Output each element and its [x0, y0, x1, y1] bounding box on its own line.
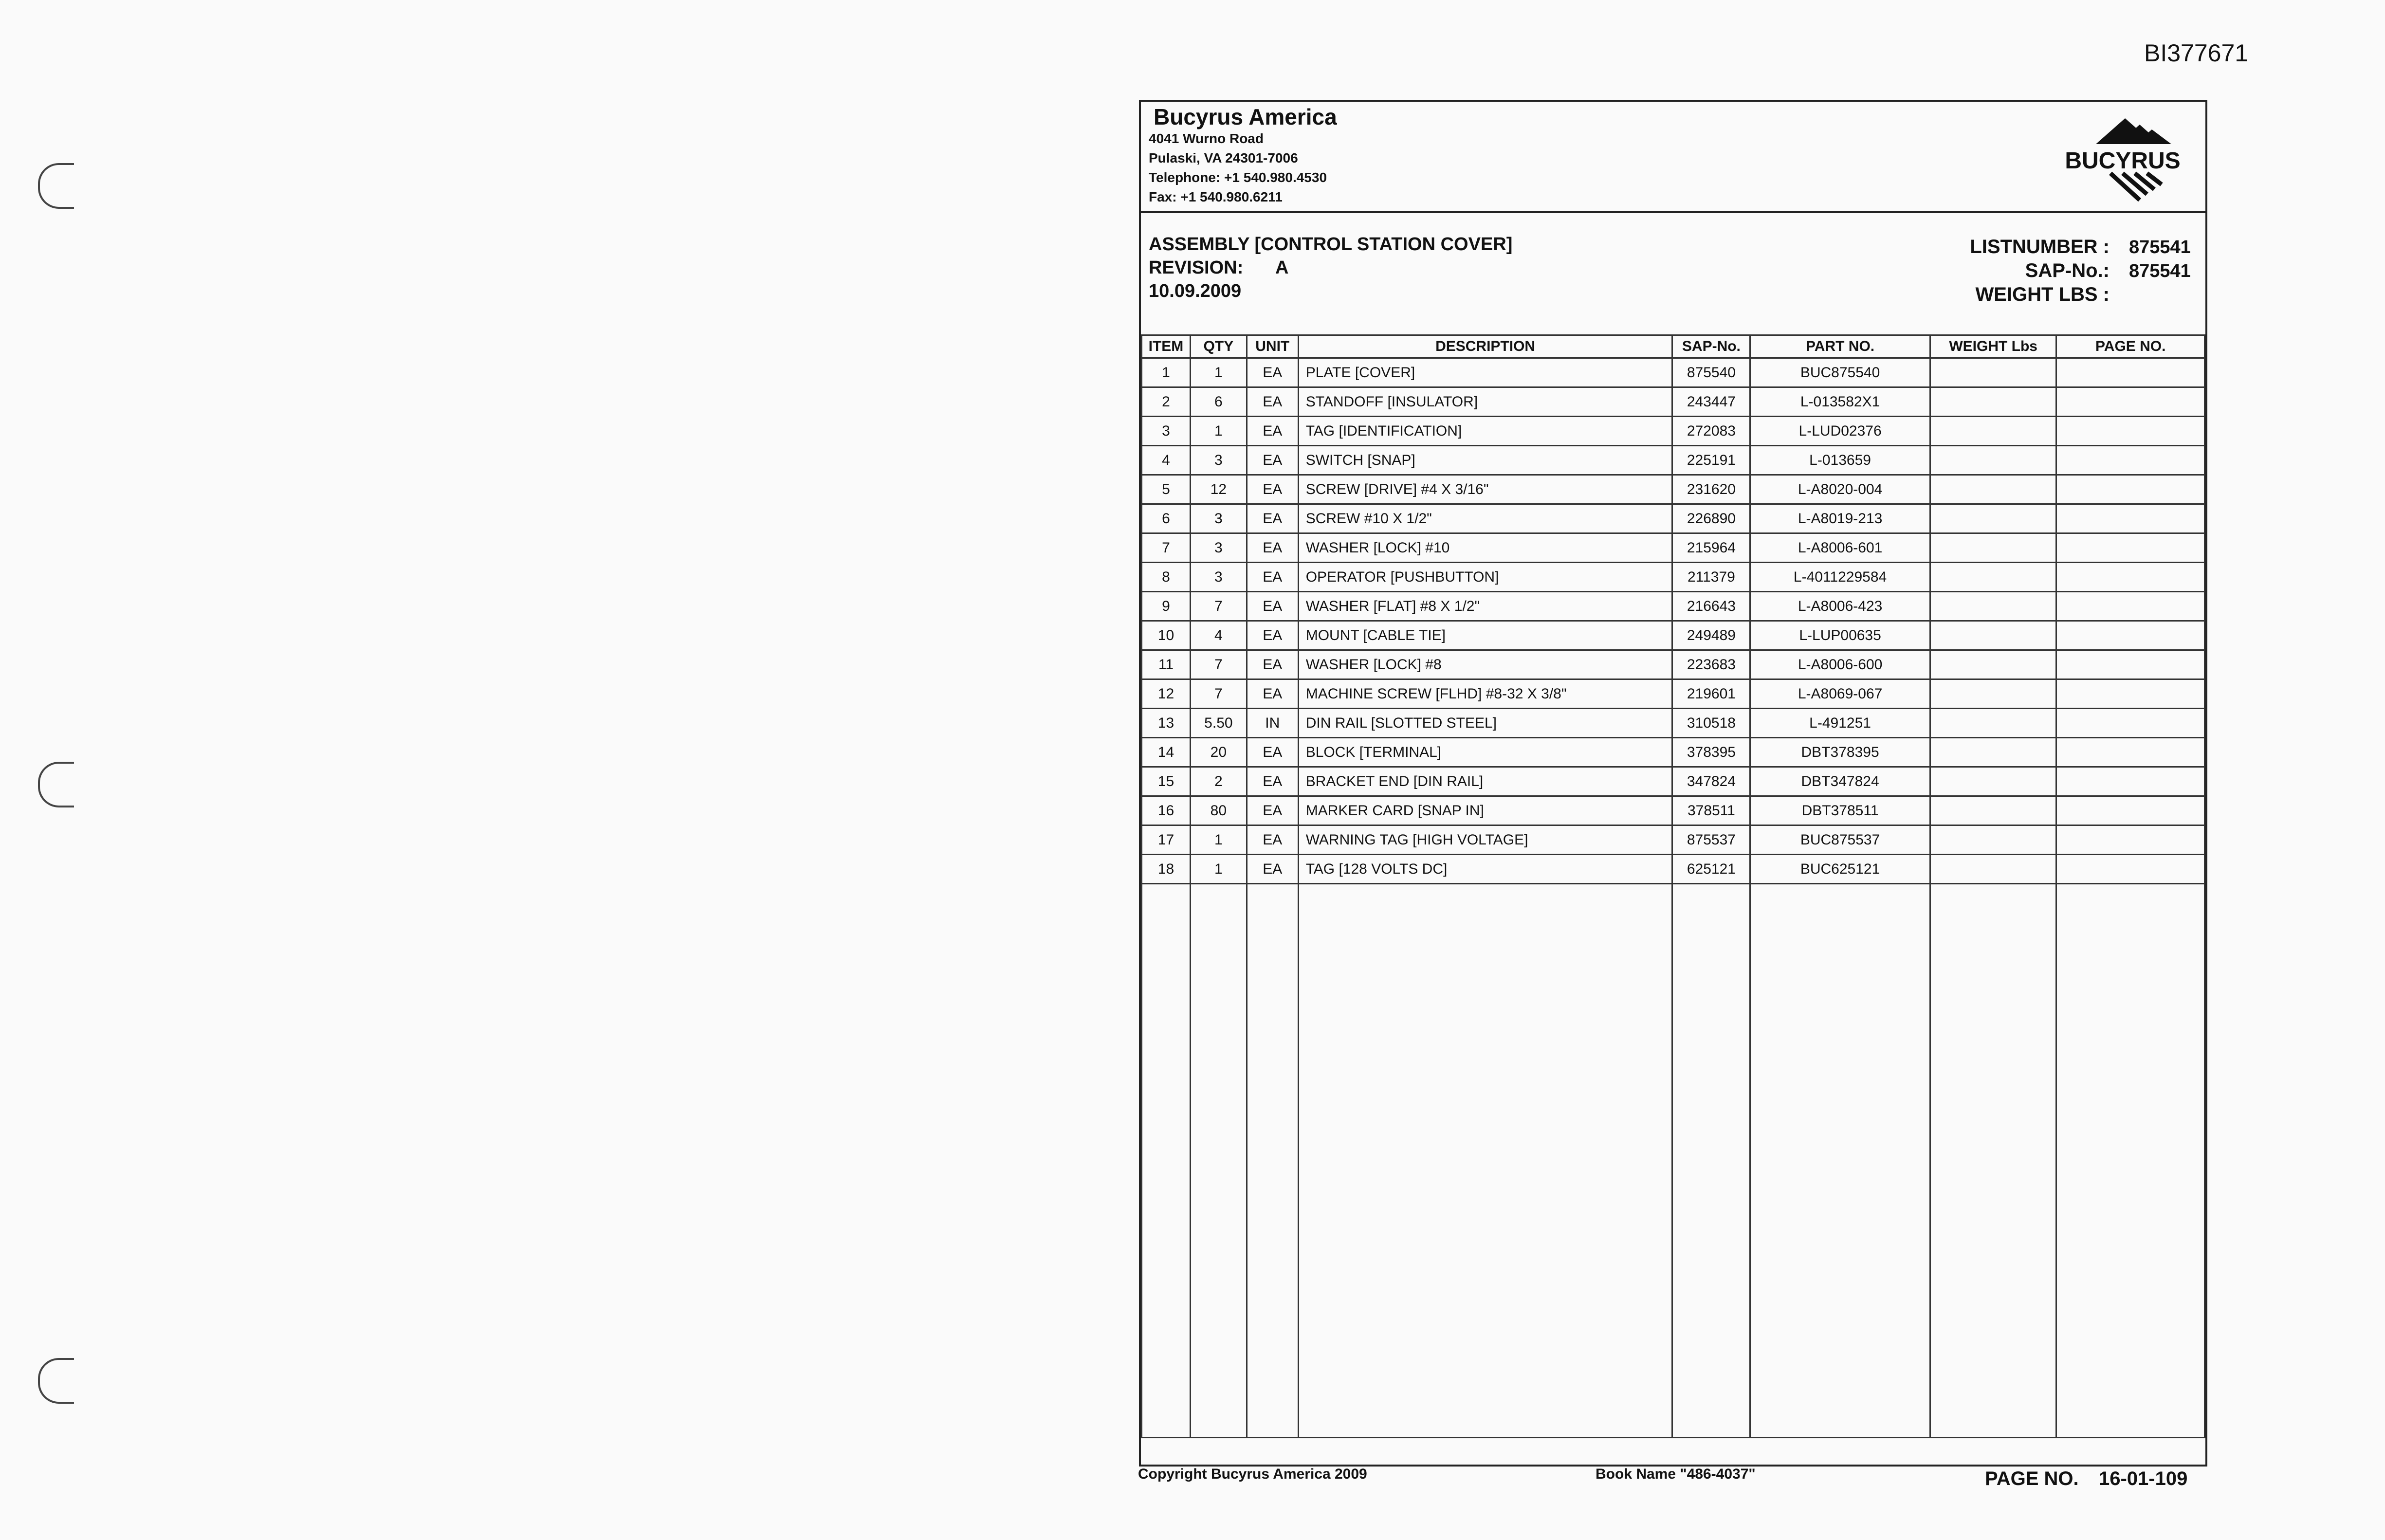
table-row — [1142, 504, 2205, 533]
assembly-date: 10.09.2009 — [1149, 281, 1242, 301]
sap-no-cell: 875537 — [1672, 825, 1750, 855]
page-no-cell — [2056, 387, 2205, 417]
col-description: DESCRIPTION — [1298, 335, 1672, 358]
weight-cell — [1930, 533, 2056, 563]
col-qty: QTY — [1190, 335, 1247, 358]
page-no-cell — [2056, 417, 2205, 446]
weight-cell — [1930, 679, 2056, 709]
description-cell: SCREW #10 X 1/2" — [1298, 504, 1672, 533]
part-no-cell: DBT378511 — [1750, 796, 1930, 825]
item-cell: 7 — [1142, 533, 1191, 563]
sap-no-cell: 216643 — [1672, 592, 1750, 621]
item-cell: 2 — [1142, 387, 1191, 417]
unit-cell: EA — [1247, 533, 1298, 563]
description-cell: WASHER [LOCK] #8 — [1298, 650, 1672, 679]
qty-cell: 7 — [1190, 650, 1247, 679]
page-no-cell — [2056, 855, 2205, 884]
weight-cell — [1930, 767, 2056, 796]
table-row — [1142, 855, 2205, 884]
sap-label: SAP-No.: — [2025, 260, 2110, 281]
sap-no-cell: 211379 — [1672, 563, 1750, 592]
page-no-cell — [2056, 767, 2205, 796]
qty-cell: 3 — [1190, 504, 1247, 533]
unit-cell: EA — [1247, 358, 1298, 387]
item-cell: 17 — [1142, 825, 1191, 855]
page-no-cell — [2056, 446, 2205, 475]
page-no-cell — [2056, 563, 2205, 592]
part-no-cell: L-013582X1 — [1750, 387, 1930, 417]
unit-cell: EA — [1247, 417, 1298, 446]
sap-no-cell: 226890 — [1672, 504, 1750, 533]
weight-cell — [1930, 825, 2056, 855]
description-cell: WASHER [LOCK] #10 — [1298, 533, 1672, 563]
description-cell: WARNING TAG [HIGH VOLTAGE] — [1298, 825, 1672, 855]
part-no-cell: L-A8006-600 — [1750, 650, 1930, 679]
table-row — [1142, 417, 2205, 446]
page-no-cell — [2056, 679, 2205, 709]
empty-cell — [1672, 884, 1750, 1438]
description-cell: WASHER [FLAT] #8 X 1/2" — [1298, 592, 1672, 621]
weight-cell — [1930, 796, 2056, 825]
description-cell: MARKER CARD [SNAP IN] — [1298, 796, 1672, 825]
sap-no-cell: 347824 — [1672, 767, 1750, 796]
listnumber-label: LISTNUMBER : — [1970, 236, 2110, 257]
assembly-title: ASSEMBLY [CONTROL STATION COVER] — [1149, 234, 1513, 255]
company-address-line1: 4041 Wurno Road — [1149, 131, 1264, 146]
table-row — [1142, 679, 2205, 709]
item-cell: 1 — [1142, 358, 1191, 387]
unit-cell: EA — [1247, 446, 1298, 475]
qty-cell: 7 — [1190, 592, 1247, 621]
unit-cell: EA — [1247, 855, 1298, 884]
table-row — [1142, 592, 2205, 621]
qty-cell: 6 — [1190, 387, 1247, 417]
description-cell: MACHINE SCREW [FLHD] #8-32 X 3/8" — [1298, 679, 1672, 709]
col-item: ITEM — [1142, 335, 1191, 358]
description-cell: STANDOFF [INSULATOR] — [1298, 387, 1672, 417]
page-no-cell — [2056, 621, 2205, 650]
page-no-cell — [2056, 825, 2205, 855]
unit-cell: IN — [1247, 709, 1298, 738]
table-row — [1142, 475, 2205, 504]
table-row — [1142, 650, 2205, 679]
item-cell: 5 — [1142, 475, 1191, 504]
description-cell: TAG [IDENTIFICATION] — [1298, 417, 1672, 446]
weight-cell — [1930, 387, 2056, 417]
weight-cell — [1930, 621, 2056, 650]
parts-table — [1141, 334, 2205, 1438]
sap-no-cell: 875540 — [1672, 358, 1750, 387]
item-cell: 8 — [1142, 563, 1191, 592]
col-unit: UNIT — [1247, 335, 1298, 358]
unit-cell: EA — [1247, 650, 1298, 679]
sap-no-cell: 378511 — [1672, 796, 1750, 825]
sap-no-cell: 249489 — [1672, 621, 1750, 650]
revision-label: REVISION: — [1149, 257, 1244, 278]
company-header — [1141, 102, 2205, 213]
qty-cell: 5.50 — [1190, 709, 1247, 738]
qty-cell: 12 — [1190, 475, 1247, 504]
table-row — [1142, 709, 2205, 738]
parts-table-body — [1142, 358, 2205, 1438]
empty-cell — [1142, 884, 1191, 1438]
description-cell: BLOCK [TERMINAL] — [1298, 738, 1672, 767]
company-telephone: Telephone: +1 540.980.4530 — [1149, 170, 1327, 185]
col-sap-no: SAP-No. — [1672, 335, 1750, 358]
qty-cell: 7 — [1190, 679, 1247, 709]
copyright: Copyright Bucyrus America 2009 — [1138, 1466, 1367, 1482]
table-row — [1142, 533, 2205, 563]
unit-cell: EA — [1247, 563, 1298, 592]
page-no-cell — [2056, 709, 2205, 738]
part-no-cell: BUC625121 — [1750, 855, 1930, 884]
col-page-no: PAGE NO. — [2056, 335, 2205, 358]
item-cell: 3 — [1142, 417, 1191, 446]
qty-cell: 1 — [1190, 825, 1247, 855]
weight-cell — [1930, 504, 2056, 533]
empty-cell — [1750, 884, 1930, 1438]
page-no-cell — [2056, 592, 2205, 621]
item-cell: 13 — [1142, 709, 1191, 738]
binder-hole-middle — [38, 762, 74, 807]
weight-cell — [1930, 417, 2056, 446]
sap-no-cell: 223683 — [1672, 650, 1750, 679]
item-cell: 11 — [1142, 650, 1191, 679]
page-no-cell — [2056, 504, 2205, 533]
page-number-label: PAGE NO. — [1985, 1468, 2079, 1489]
listnumber-value: 875541 — [2129, 237, 2191, 257]
weight-cell — [1930, 855, 2056, 884]
description-cell: MOUNT [CABLE TIE] — [1298, 621, 1672, 650]
company-name: Bucyrus America — [1154, 104, 1337, 129]
weight-cell — [1930, 592, 2056, 621]
table-row — [1142, 767, 2205, 796]
page-no-cell — [2056, 358, 2205, 387]
description-cell: DIN RAIL [SLOTTED STEEL] — [1298, 709, 1672, 738]
description-cell: BRACKET END [DIN RAIL] — [1298, 767, 1672, 796]
unit-cell: EA — [1247, 621, 1298, 650]
qty-cell: 3 — [1190, 563, 1247, 592]
sap-no-cell: 231620 — [1672, 475, 1750, 504]
part-no-cell: L-A8069-067 — [1750, 679, 1930, 709]
description-cell: TAG [128 VOLTS DC] — [1298, 855, 1672, 884]
description-cell: SCREW [DRIVE] #4 X 3/16" — [1298, 475, 1672, 504]
empty-cell — [1930, 884, 2056, 1438]
qty-cell: 1 — [1190, 358, 1247, 387]
unit-cell: EA — [1247, 767, 1298, 796]
item-cell: 9 — [1142, 592, 1191, 621]
weight-cell — [1930, 475, 2056, 504]
table-row — [1142, 621, 2205, 650]
qty-cell: 20 — [1190, 738, 1247, 767]
item-cell: 18 — [1142, 855, 1191, 884]
empty-cell — [2056, 884, 2205, 1438]
weight-cell — [1930, 738, 2056, 767]
document-id: BI377671 — [2144, 39, 2249, 67]
company-fax: Fax: +1 540.980.6211 — [1149, 189, 1283, 204]
binder-hole-top — [38, 163, 74, 209]
page-no-cell — [2056, 533, 2205, 563]
page-number-value: 16-01-109 — [2099, 1468, 2188, 1489]
part-no-cell: BUC875537 — [1750, 825, 1930, 855]
empty-cell — [1298, 884, 1672, 1438]
qty-cell: 3 — [1190, 533, 1247, 563]
parts-table-header — [1142, 335, 2205, 358]
part-no-cell: L-A8019-213 — [1750, 504, 1930, 533]
item-cell: 14 — [1142, 738, 1191, 767]
sap-no-cell: 310518 — [1672, 709, 1750, 738]
unit-cell: EA — [1247, 504, 1298, 533]
qty-cell: 1 — [1190, 417, 1247, 446]
table-row — [1142, 387, 2205, 417]
table-row — [1142, 446, 2205, 475]
part-no-cell: L-A8006-601 — [1750, 533, 1930, 563]
weight-cell — [1930, 358, 2056, 387]
qty-cell: 1 — [1190, 855, 1247, 884]
empty-table-space — [1142, 884, 2205, 1438]
part-no-cell: BUC875540 — [1750, 358, 1930, 387]
unit-cell: EA — [1247, 825, 1298, 855]
table-row — [1142, 563, 2205, 592]
part-no-cell: L-013659 — [1750, 446, 1930, 475]
part-no-cell: L-LUP00635 — [1750, 621, 1930, 650]
qty-cell: 4 — [1190, 621, 1247, 650]
page-no-cell — [2056, 738, 2205, 767]
part-no-cell: L-A8020-004 — [1750, 475, 1930, 504]
company-address-line2: Pulaski, VA 24301-7006 — [1149, 150, 1298, 165]
part-no-cell: L-4011229584 — [1750, 563, 1930, 592]
sap-no-cell: 272083 — [1672, 417, 1750, 446]
unit-cell: EA — [1247, 475, 1298, 504]
part-no-cell: L-491251 — [1750, 709, 1930, 738]
table-row — [1142, 796, 2205, 825]
part-no-cell: L-A8006-423 — [1750, 592, 1930, 621]
empty-cell — [1247, 884, 1298, 1438]
table-row — [1142, 825, 2205, 855]
qty-cell: 2 — [1190, 767, 1247, 796]
sap-no-cell: 219601 — [1672, 679, 1750, 709]
unit-cell: EA — [1247, 387, 1298, 417]
item-cell: 6 — [1142, 504, 1191, 533]
item-cell: 4 — [1142, 446, 1191, 475]
book-name: Book Name "486-4037" — [1596, 1466, 1756, 1482]
qty-cell: 80 — [1190, 796, 1247, 825]
item-cell: 15 — [1142, 767, 1191, 796]
weight-label: WEIGHT LBS : — [1975, 284, 2110, 305]
sap-no-cell: 378395 — [1672, 738, 1750, 767]
part-no-cell: L-LUD02376 — [1750, 417, 1930, 446]
unit-cell: EA — [1247, 796, 1298, 825]
page-no-cell — [2056, 796, 2205, 825]
sap-value: 875541 — [2129, 261, 2191, 281]
description-cell: OPERATOR [PUSHBUTTON] — [1298, 563, 1672, 592]
unit-cell: EA — [1247, 592, 1298, 621]
bucyrus-logo — [2050, 112, 2196, 205]
empty-cell — [1190, 884, 1247, 1438]
unit-cell: EA — [1247, 738, 1298, 767]
part-no-cell: DBT378395 — [1750, 738, 1930, 767]
page-no-cell — [2056, 475, 2205, 504]
col-weight: WEIGHT Lbs — [1930, 335, 2056, 358]
weight-cell — [1930, 709, 2056, 738]
weight-cell — [1930, 563, 2056, 592]
part-no-cell: DBT347824 — [1750, 767, 1930, 796]
unit-cell: EA — [1247, 679, 1298, 709]
item-cell: 12 — [1142, 679, 1191, 709]
item-cell: 16 — [1142, 796, 1191, 825]
item-cell: 10 — [1142, 621, 1191, 650]
weight-cell — [1930, 446, 2056, 475]
logo-text: BUCYRUS — [2065, 148, 2181, 174]
description-cell: SWITCH [SNAP] — [1298, 446, 1672, 475]
weight-cell — [1930, 650, 2056, 679]
table-row — [1142, 738, 2205, 767]
page-no-cell — [2056, 650, 2205, 679]
sap-no-cell: 625121 — [1672, 855, 1750, 884]
binder-hole-bottom — [38, 1358, 74, 1404]
sap-no-cell: 243447 — [1672, 387, 1750, 417]
description-cell: PLATE [COVER] — [1298, 358, 1672, 387]
qty-cell: 3 — [1190, 446, 1247, 475]
table-row — [1142, 358, 2205, 387]
sap-no-cell: 215964 — [1672, 533, 1750, 563]
revision-value: A — [1275, 257, 1289, 278]
col-part-no: PART NO. — [1750, 335, 1930, 358]
sap-no-cell: 225191 — [1672, 446, 1750, 475]
parts-list-sheet — [1139, 100, 2207, 1467]
